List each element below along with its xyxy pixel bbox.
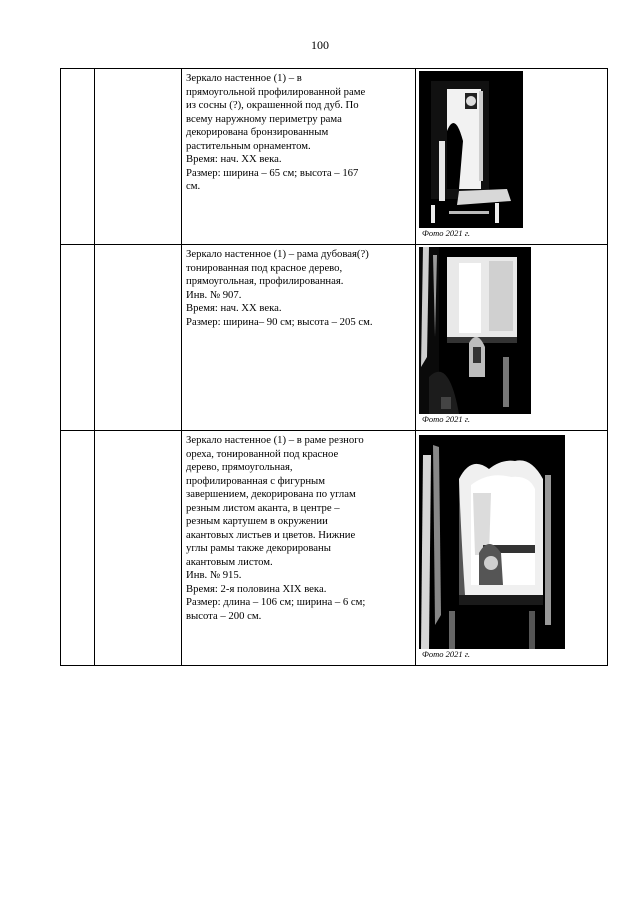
description-line: из сосны (?), окрашенной под дуб. По bbox=[186, 99, 359, 111]
description-line: прямоугольная, профилированная. bbox=[186, 275, 344, 287]
empty-cell bbox=[95, 245, 182, 431]
item-description bbox=[182, 431, 415, 625]
description-cell bbox=[182, 431, 416, 666]
photo-caption: Фото 2021 г. bbox=[422, 414, 471, 424]
description-line: прямоугольной профилированной раме bbox=[186, 85, 366, 98]
mirror-photo bbox=[419, 435, 565, 649]
description-line: углы рамы также декорированы bbox=[186, 542, 331, 554]
photo-cell bbox=[416, 69, 608, 245]
description-line: Время: нач. XX века. bbox=[186, 302, 282, 314]
number-cell bbox=[61, 69, 95, 245]
description-line: акантовых листьев и цветов. Нижние bbox=[186, 528, 356, 541]
description-line: см. bbox=[186, 180, 201, 192]
empty-cell bbox=[95, 431, 182, 666]
number-cell bbox=[61, 245, 95, 431]
table-row bbox=[61, 245, 608, 431]
empty-cell bbox=[95, 69, 182, 245]
description-line: Инв. № 915. bbox=[186, 569, 242, 581]
description-line: Зеркало настенное (1) – в bbox=[186, 72, 302, 84]
mirror-photo bbox=[419, 247, 531, 414]
description-line: ореха, тонированной под красное bbox=[186, 447, 339, 460]
catalog-table bbox=[60, 68, 608, 666]
mirror-photo bbox=[419, 71, 523, 228]
description-line: акантовым листом. bbox=[186, 555, 273, 568]
description-line: Размер: длина – 106 см; ширина – 6 см; bbox=[186, 596, 366, 608]
item-description bbox=[182, 69, 415, 196]
description-line: Зеркало настенное (1) – рама дубовая(?) bbox=[186, 248, 369, 260]
description-line: резным листом аканта, в центре – bbox=[186, 501, 340, 514]
page-number: 100 bbox=[311, 38, 329, 52]
description-line: профилированная с фигурным bbox=[186, 474, 326, 487]
description-cell bbox=[182, 69, 416, 245]
photo-caption: Фото 2021 г. bbox=[422, 649, 471, 659]
description-line: всему наружному периметру рама bbox=[186, 112, 342, 125]
description-line: Размер: ширина– 90 см; высота – 205 см. bbox=[186, 315, 373, 328]
description-line: Время: 2-я половина XIX века. bbox=[186, 582, 327, 595]
table-row bbox=[61, 431, 608, 666]
description-line: высота – 200 см. bbox=[186, 609, 262, 622]
table-row bbox=[61, 69, 608, 245]
photo-cell bbox=[416, 431, 608, 666]
description-line: завершением, декорирована по углам bbox=[186, 488, 356, 500]
description-line: декорирована бронзированным bbox=[186, 126, 329, 138]
description-line: тонированная под красное дерево, bbox=[186, 261, 343, 274]
description-line: дерево, прямоугольная, bbox=[186, 461, 293, 473]
photo-cell bbox=[416, 245, 608, 431]
description-line: резным картушем в окружении bbox=[186, 515, 328, 527]
description-line: Время: нач. XX века. bbox=[186, 153, 282, 165]
description-line: Размер: ширина – 65 см; высота – 167 bbox=[186, 166, 359, 179]
description-line: Инв. № 907. bbox=[186, 288, 242, 301]
description-cell bbox=[182, 245, 416, 431]
number-cell bbox=[61, 431, 95, 666]
item-description bbox=[182, 245, 415, 331]
description-line: растительным орнаментом. bbox=[186, 139, 311, 152]
photo-caption: Фото 2021 г. bbox=[422, 228, 471, 238]
description-line: Зеркало настенное (1) – в раме резного bbox=[186, 434, 364, 446]
